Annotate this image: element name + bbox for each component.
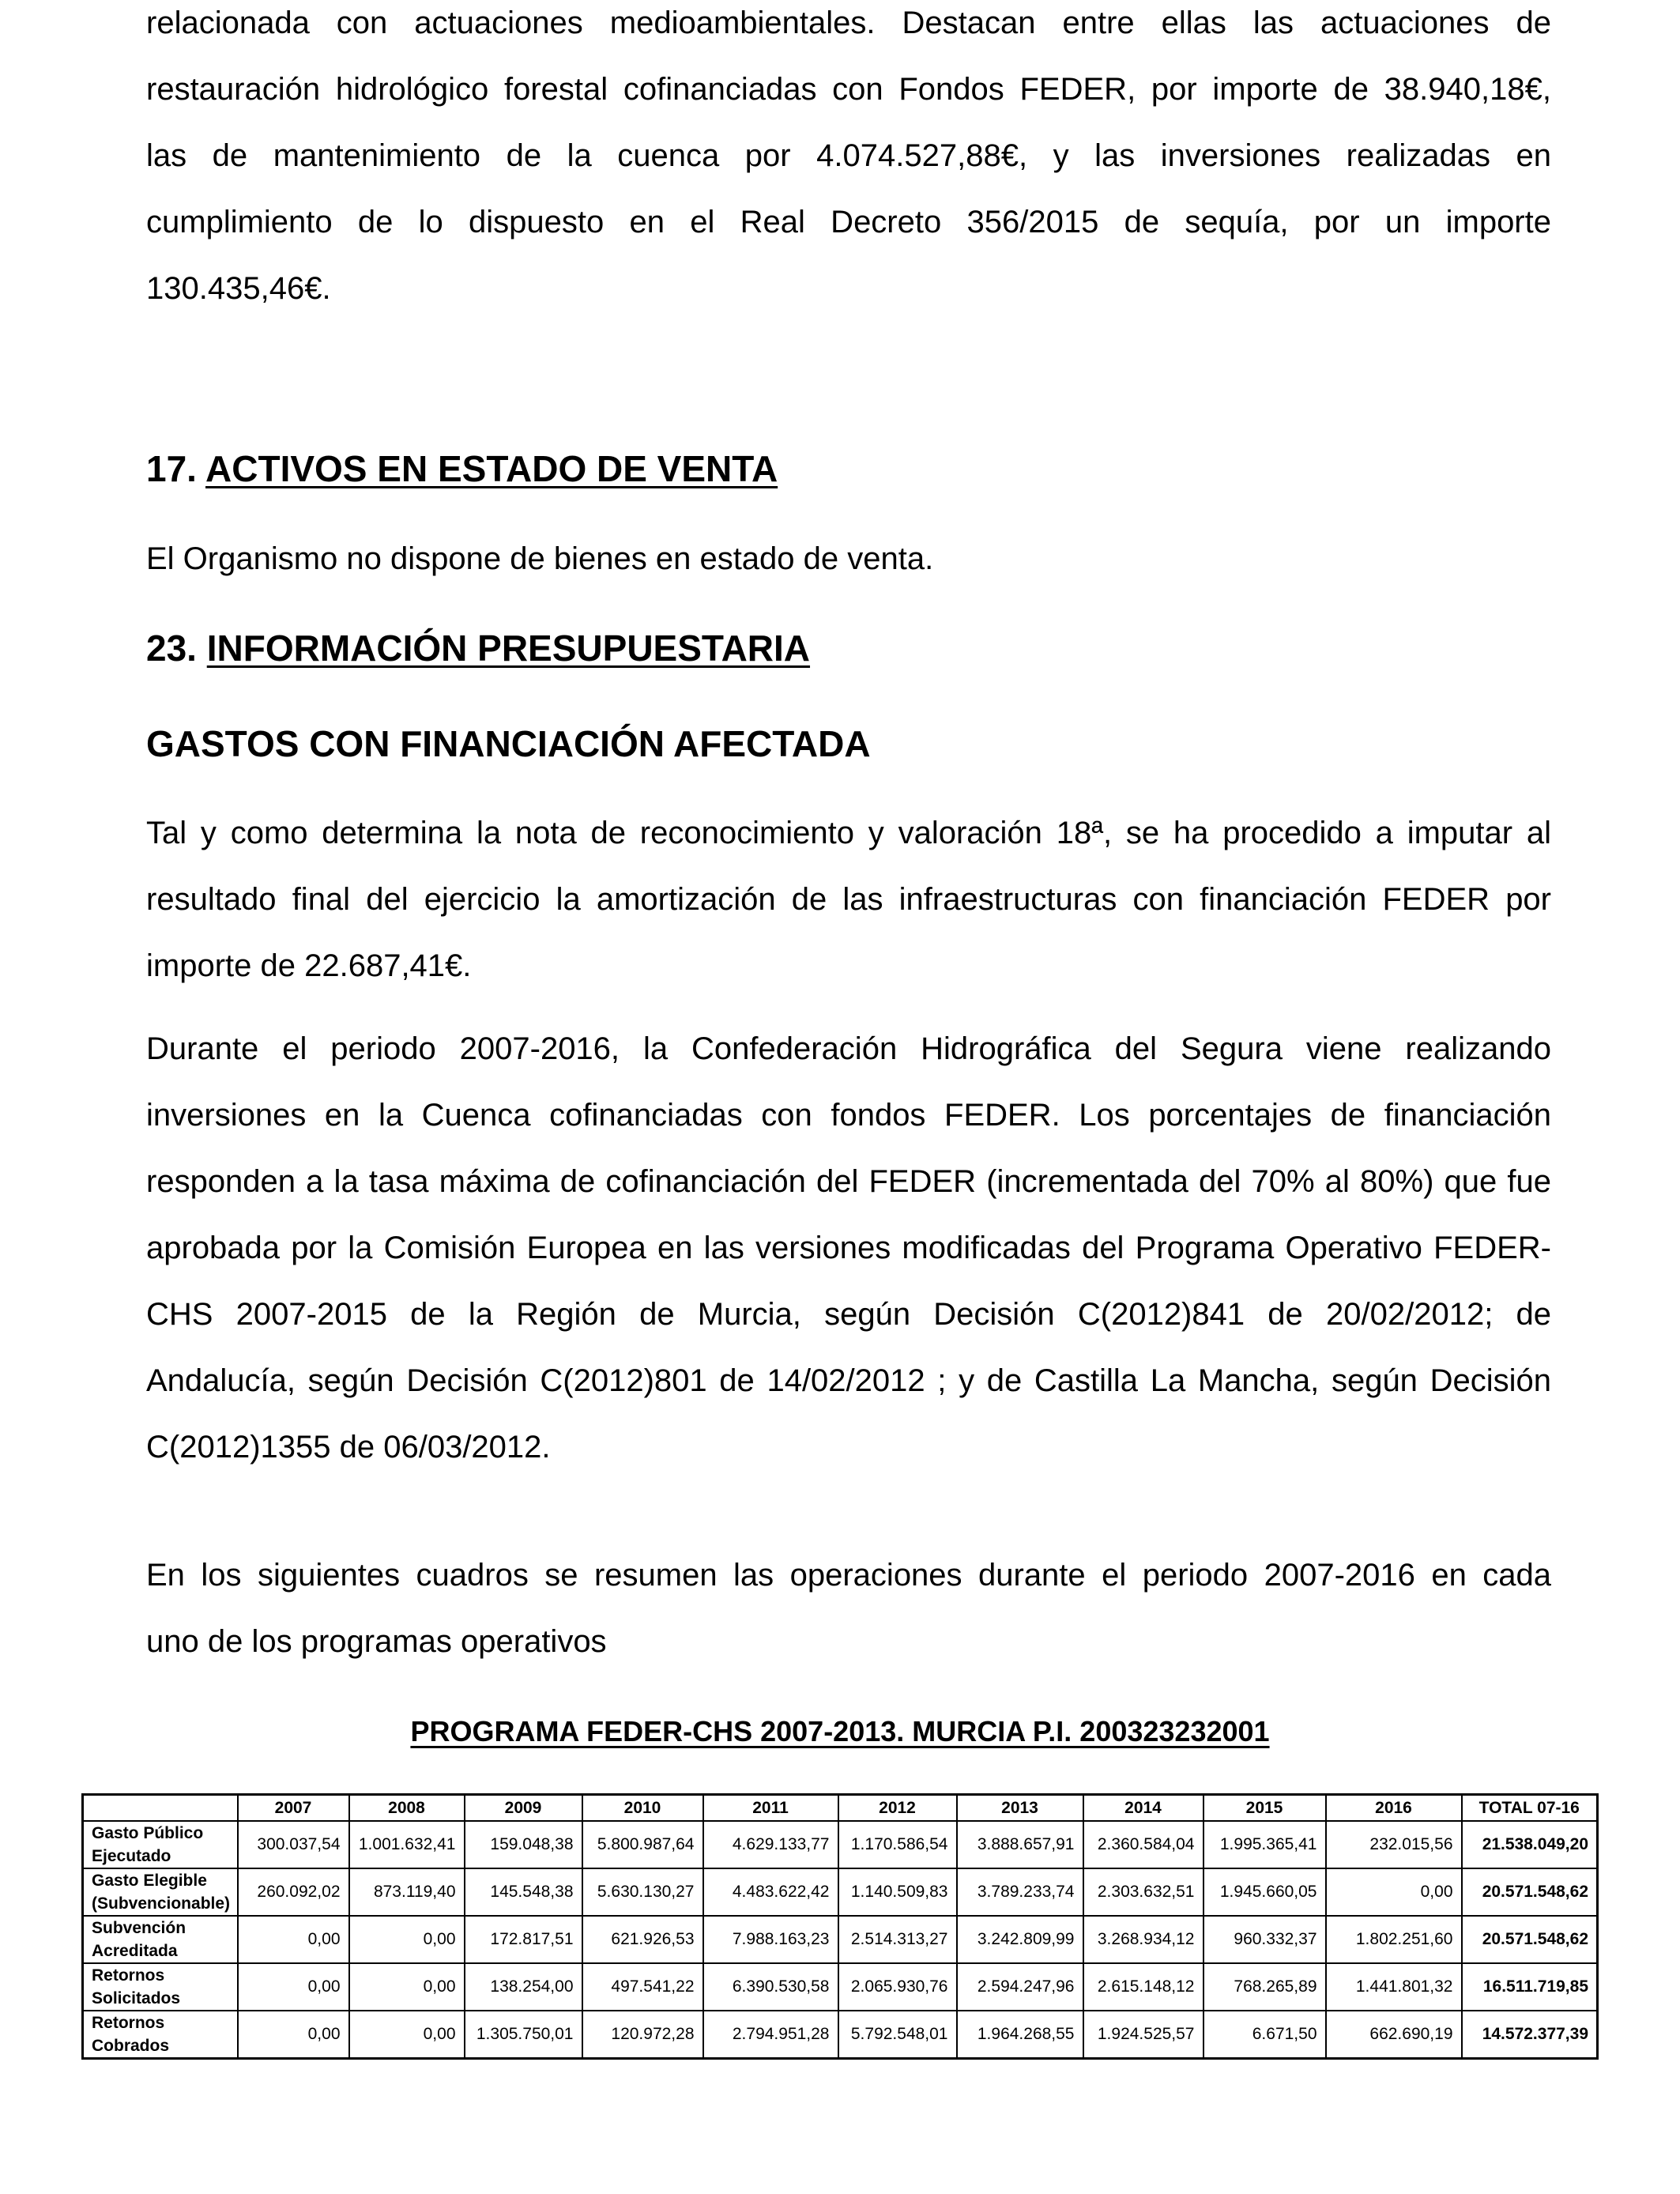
para-line: En los siguientes cuadros se resumen las operaciones durante el periodo 2007-2016 en cada — [146, 1558, 1551, 1593]
table-cell: 0,00 — [349, 1963, 465, 2011]
table-cell: 300.037,54 — [238, 1821, 349, 1868]
table-cell: 0,00 — [349, 2011, 465, 2059]
total-cell: 20.571.548,62 — [1462, 1868, 1598, 1916]
section-17-heading — [146, 445, 778, 492]
header-cell: 2010 — [582, 1795, 703, 1822]
header-cell — [83, 1795, 238, 1822]
table-cell: 0,00 — [238, 1916, 349, 1963]
para-line: Andalucía, según Decisión C(2012)801 de 14/02/2012 ; y de Castilla La Mancha, según Decisión — [146, 1363, 1551, 1398]
table-cell: 7.988.163,23 — [703, 1916, 838, 1963]
table-cell: 1.305.750,01 — [465, 2011, 582, 2059]
table-cell: 232.015,56 — [1326, 1821, 1462, 1868]
para-line: resultado final del ejercicio la amortización de las infraestructuras con financiación FEDER por — [146, 882, 1551, 917]
table-cell: 1.964.268,55 — [957, 2011, 1083, 2059]
table-cell: 768.265,89 — [1203, 1963, 1326, 2011]
intro-paragraph — [146, 0, 1551, 322]
table-cell: 260.092,02 — [238, 1868, 349, 1916]
table-cell: 5.630.130,27 — [582, 1868, 703, 1916]
table-cell: 1.140.509,83 — [838, 1868, 957, 1916]
row-label — [83, 1916, 238, 1963]
section-23-number: 23. — [146, 628, 197, 669]
row-label-line: (Subvencionable) — [92, 1894, 231, 1913]
table-cell: 159.048,38 — [465, 1821, 582, 1868]
table-cell: 145.548,38 — [465, 1868, 582, 1916]
section-17-number: 17. — [146, 448, 197, 489]
row-label — [83, 1963, 238, 2011]
feder-table — [81, 1793, 1599, 2060]
table-cell: 5.800.987,64 — [582, 1821, 703, 1868]
table-cell: 5.792.548,01 — [838, 2011, 957, 2059]
table-header-row — [83, 1795, 1598, 1822]
row-label-line: Acreditada — [92, 1942, 178, 1960]
table-cell: 1.995.365,41 — [1203, 1821, 1326, 1868]
row-label — [83, 1868, 238, 1916]
table-cell: 3.268.934,12 — [1083, 1916, 1203, 1963]
feder-paragraph — [146, 1016, 1551, 1480]
table-cell: 0,00 — [238, 1963, 349, 2011]
para-line: Durante el periodo 2007-2016, la Confederación Hidrográfica del Segura viene realizando — [146, 1031, 1551, 1066]
table-title: PROGRAMA FEDER-CHS 2007-2013. MURCIA P.I. 200323232001 — [410, 1715, 1270, 1747]
table-cell: 1.945.660,05 — [1203, 1868, 1326, 1916]
table-row — [83, 1821, 1598, 1868]
row-label — [83, 1821, 238, 1868]
section-23-heading — [146, 624, 810, 672]
section-23-title: INFORMACIÓN PRESUPUESTARIA — [206, 628, 811, 669]
table-cell: 2.065.930,76 — [838, 1963, 957, 2011]
table-cell: 6.390.530,58 — [703, 1963, 838, 2011]
para-line: Tal y como determina la nota de reconocimiento y valoración 18ª, se ha procedido a imputar al — [146, 816, 1551, 850]
row-label-line: Ejecutado — [92, 1847, 171, 1865]
table-cell: 1.441.801,32 — [1326, 1963, 1462, 2011]
section-23-subtitle: GASTOS CON FINANCIACIÓN AFECTADA — [146, 723, 871, 764]
header-cell: 2016 — [1326, 1795, 1462, 1822]
amortization-paragraph — [146, 800, 1551, 999]
table-cell: 2.615.148,12 — [1083, 1963, 1203, 2011]
table-row — [83, 2011, 1598, 2059]
para-line: inversiones en la Cuenca cofinanciadas con fondos FEDER. Los porcentajes de financiación — [146, 1098, 1551, 1133]
header-cell: 2014 — [1083, 1795, 1203, 1822]
total-cell: 21.538.049,20 — [1462, 1821, 1598, 1868]
table-cell: 3.789.233,74 — [957, 1868, 1083, 1916]
table-cell: 621.926,53 — [582, 1916, 703, 1963]
table-cell: 662.690,19 — [1326, 2011, 1462, 2059]
intro-line: las de mantenimiento de la cuenca por 4.074.527,88€, y las inversiones realizadas en — [146, 138, 1551, 173]
table-cell: 873.119,40 — [349, 1868, 465, 1916]
table-row — [83, 1868, 1598, 1916]
intro-line: relacionada con actuaciones medioambientales. Destacan entre ellas las actuaciones de — [146, 6, 1551, 40]
table-cell: 3.888.657,91 — [957, 1821, 1083, 1868]
table-row — [83, 1963, 1598, 2011]
row-label-line: Gasto Elegible — [92, 1872, 207, 1890]
row-label-line: Cobrados — [92, 2037, 170, 2055]
table-cell: 2.514.313,27 — [838, 1916, 957, 1963]
table-cell: 1.924.525,57 — [1083, 2011, 1203, 2059]
header-cell: 2013 — [957, 1795, 1083, 1822]
total-cell: 16.511.719,85 — [1462, 1963, 1598, 2011]
section-17-title: ACTIVOS EN ESTADO DE VENTA — [205, 448, 778, 489]
header-cell: 2011 — [703, 1795, 838, 1822]
para-line: aprobada por la Comisión Europea en las versiones modificadas del Programa Operativo FEDER- — [146, 1231, 1551, 1265]
row-label-line: Gasto Público — [92, 1824, 204, 1842]
para-line: importe de 22.687,41€. — [146, 948, 472, 983]
table-cell: 3.242.809,99 — [957, 1916, 1083, 1963]
table-cell: 2.794.951,28 — [703, 2011, 838, 2059]
header-cell: 2009 — [465, 1795, 582, 1822]
table-cell: 1.802.251,60 — [1326, 1916, 1462, 1963]
table-cell: 172.817,51 — [465, 1916, 582, 1963]
table-cell: 960.332,37 — [1203, 1916, 1326, 1963]
para-line: CHS 2007-2015 de la Región de Murcia, según Decisión C(2012)841 de 20/02/2012; de — [146, 1297, 1551, 1332]
table-cell: 0,00 — [349, 1916, 465, 1963]
section-17-text: El Organismo no dispone de bienes en estado de venta. — [146, 541, 934, 576]
intro-line: cumplimiento de lo dispuesto en el Real Decreto 356/2015 de sequía, por un importe — [146, 205, 1551, 239]
para-line: C(2012)1355 de 06/03/2012. — [146, 1430, 551, 1465]
table-cell: 4.483.622,42 — [703, 1868, 838, 1916]
header-cell: 2015 — [1203, 1795, 1326, 1822]
table-cell: 1.170.586,54 — [838, 1821, 957, 1868]
table-cell: 1.001.632,41 — [349, 1821, 465, 1868]
total-cell: 14.572.377,39 — [1462, 2011, 1598, 2059]
intro-line: 130.435,46€. — [146, 271, 331, 306]
table-cell: 6.671,50 — [1203, 2011, 1326, 2059]
header-cell: 2008 — [349, 1795, 465, 1822]
table-cell: 0,00 — [238, 2011, 349, 2059]
intro-line: restauración hidrológico forestal cofinanciadas con Fondos FEDER, por importe de 38.940,18€, — [146, 72, 1551, 107]
table-cell: 497.541,22 — [582, 1963, 703, 2011]
row-label-line: Subvención — [92, 1919, 186, 1937]
row-label-line: Retornos — [92, 2014, 165, 2032]
table-cell: 120.972,28 — [582, 2011, 703, 2059]
row-label-line: Solicitados — [92, 1989, 181, 2007]
table-cell: 2.303.632,51 — [1083, 1868, 1203, 1916]
table-cell: 138.254,00 — [465, 1963, 582, 2011]
total-cell: 20.571.548,62 — [1462, 1916, 1598, 1963]
header-cell: TOTAL 07-16 — [1462, 1795, 1598, 1822]
header-cell: 2012 — [838, 1795, 957, 1822]
header-cell: 2007 — [238, 1795, 349, 1822]
row-label — [83, 2011, 238, 2059]
row-label-line: Retornos — [92, 1966, 165, 1985]
table-cell: 4.629.133,77 — [703, 1821, 838, 1868]
table-row — [83, 1916, 1598, 1963]
para-line: responden a la tasa máxima de cofinanciación del FEDER (incrementada del 70% al 80%) que fue — [146, 1164, 1551, 1199]
para-line: uno de los programas operativos — [146, 1624, 607, 1659]
table-cell: 2.360.584,04 — [1083, 1821, 1203, 1868]
summary-paragraph — [146, 1542, 1551, 1675]
table-cell: 2.594.247,96 — [957, 1963, 1083, 2011]
table-cell: 0,00 — [1326, 1868, 1462, 1916]
